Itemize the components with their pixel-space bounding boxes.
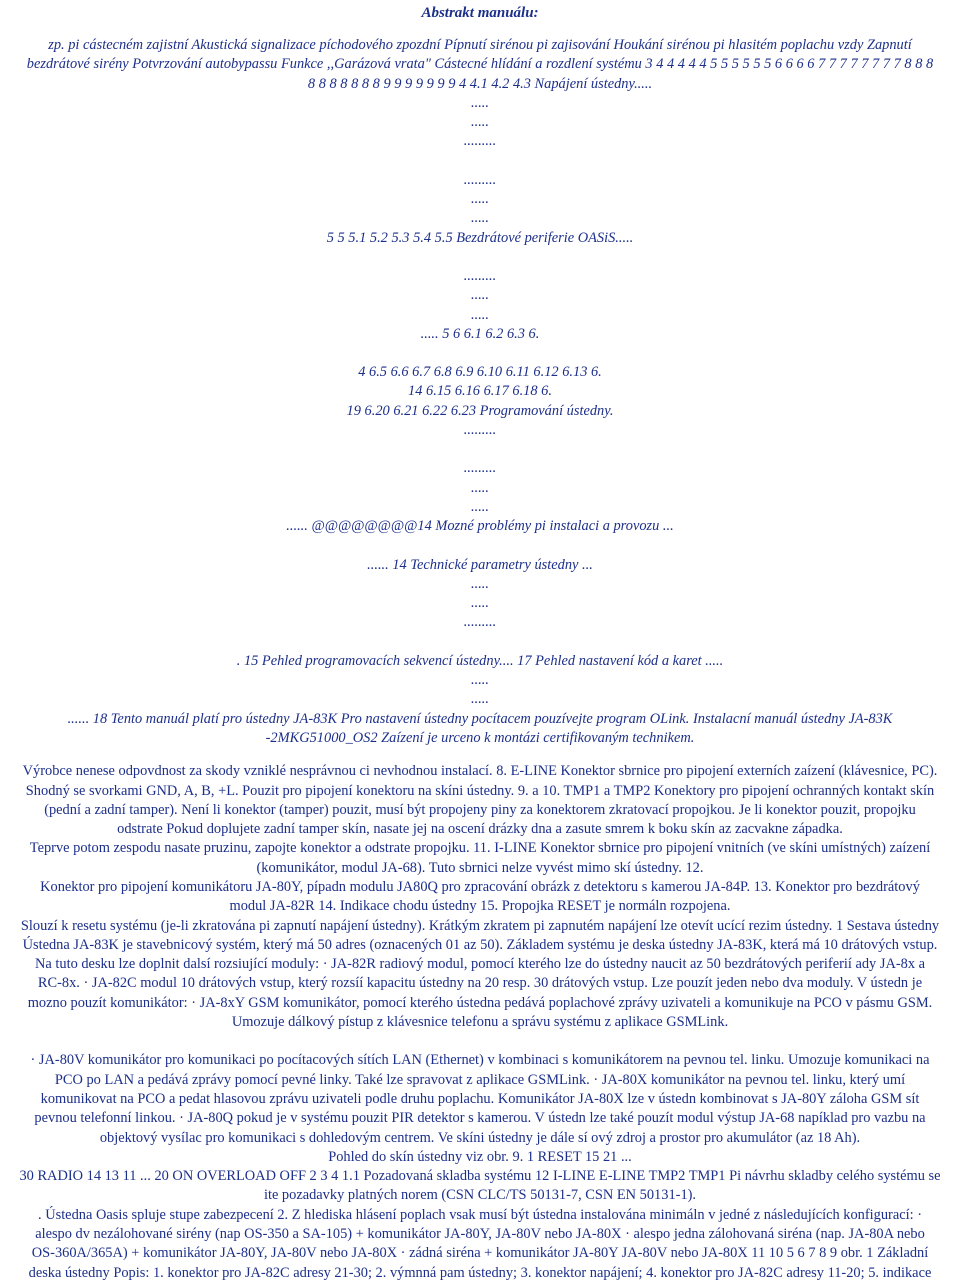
- blank-line: [6, 344, 954, 363]
- toc-line: .....: [471, 210, 489, 227]
- toc-line: 5 5 5.1 5.2 5.3 5.4 5.5 Bezdrátové periferie OASiS.....: [326, 229, 634, 246]
- toc-line: .....: [471, 498, 489, 515]
- toc-line: .........: [463, 133, 497, 150]
- body-line: objektový vysílac pro komunikaci s dohledovým centrem. Ve skíni ústedny je dále sí ový zdroj a prostor pro akumulátor (az 18 Ah).: [99, 1129, 861, 1146]
- body-line: Konektor pro pipojení komunikátoru JA-80Y, pípadn modulu JA80Q pro zpracování obrázk z detektoru s kamerou JA-84P. 13. Konektor pro bezdrátový: [40, 878, 920, 895]
- blank-line: [6, 633, 954, 652]
- body-line: Výrobce nenese odpovdnost za skody vzniklé nesprávnou ci nevhodnou instalací. 8. E-LINE Konektor sbrnice pro pipojení externích zaízení (klávesnice, PC).: [22, 763, 938, 780]
- body-line: . Ústedna Oasis spluje stupe zabezpecení 2. Z hlediska hlásení poplach vsak musí být ústedna instalována minimáln v jedné z následujících konfigurací: ·: [38, 1206, 922, 1223]
- toc-line: bezdrátové sirény Potvrzování autobypassu Funkce ,,Garázová vrata" Cástecné hlídání a rozdlení systému 3 4 4 4 4 4 5 5 5 5 5 5 6 6 6 6 7 7 7 7 7 7 7 7 8 8 8: [26, 56, 934, 73]
- toc-line: .....: [471, 479, 489, 496]
- toc-line: .....: [471, 191, 489, 208]
- body-line: Slouzí k resetu systému (je-li zkratována pi zapnutí napájení ústedny). Krátkým zkratem pi zapnutém napájení lze otevít ucící rezim ústedny. 1 Sestava ústedny: [20, 917, 940, 934]
- body-line: modul JA-82R 14. Indikace chodu ústedny 15. Propojka RESET je normáln rozpojena.: [229, 898, 731, 915]
- toc-line: .........: [463, 267, 497, 284]
- blank-line: [6, 537, 954, 556]
- body-line: komunikovat na PCO a pedat hlasovou zprávu uzivateli podle druhu poplachu. Komunikátor JA-80X lze v ústedn kombinovat s JA-80Y záloha GSM sít: [40, 1090, 920, 1107]
- blank-line: [6, 440, 954, 459]
- body-line: Ústedna JA-83K je stavebnicový systém, který má 50 adres (oznacených 01 az 50). Základem systému je deska ústedny JA-83K, která má 10 drátových vstup.: [22, 936, 938, 953]
- toc-line: .........: [463, 614, 497, 631]
- body-line: deska ústedny Popis: 1. konektor pro JA-82C adresy 21-30; 2. výmnná pam ústedny; 3. konektor napájení; 4. konektor pro JA-82C adresy 11-20; 5. indikace: [28, 1264, 932, 1281]
- table-of-contents: [6, 36, 954, 748]
- blank-line: [6, 152, 954, 171]
- body-line: Teprve potom zespodu nasate pruzinu, zapojte konektor a odstrate propojku. 11. I-LINE Konektor sbrnice pro pipojení vnitních (ve skíni umístných) zaízení: [29, 840, 931, 857]
- toc-line: .....: [471, 691, 489, 708]
- body-line: Pohled do skín ústedny viz obr. 9. 1 RESET 15 21 ...: [328, 1148, 632, 1165]
- toc-line: ..... 5 6 6.1 6.2 6.3 6.: [420, 325, 540, 342]
- document-body: [6, 762, 954, 1283]
- body-line: · JA-80V komunikátor pro komunikaci po pocítacových sítích LAN (Ethernet) v kombinaci s komunikátorem na pevnou tel. linku. Umozuje komunikaci na: [30, 1052, 930, 1069]
- toc-line: zp. pi cástecném zajistní Akustická signalizace píchodového zpozdní Pípnutí sirénou pi zajisování Houkání sirénou pi hlasitém poplachu vzdy Zapnutí: [48, 37, 912, 53]
- toc-line: .....: [471, 114, 489, 131]
- toc-line: .....: [471, 575, 489, 592]
- body-line: mozno pouzít komunikátor: · JA-8xY GSM komunikátor, pomocí kterého ústedna pedává poplachové zprávy uzivateli a komunikuje na PCO v pásmu GSM.: [27, 994, 933, 1011]
- body-line: 30 RADIO 14 13 11 ... 20 ON OVERLOAD OFF 2 3 4 1.1 Pozadovaná skladba systému 12 I-LINE E-LINE TMP2 TMP1 Pi návrhu skladby celého systému se: [19, 1168, 941, 1185]
- body-line: alespo dv nezálohované sirény (nap OS-350 a SA-105) + komunikátor JA-80Y, JA-80V nebo JA-80X · alespo jedna zálohovaná siréna (nap. JA-80A nebo: [35, 1226, 925, 1243]
- toc-line: -2MKG51000_OS2 Zaízení je urceno k montázi certifikovaným technikem.: [265, 729, 695, 746]
- toc-line: .........: [463, 460, 497, 477]
- toc-line: .....: [471, 595, 489, 612]
- body-line: (pední a zadní tamper). Není li konektor (tamper) pouzit, musí být propojeny piny za konektorem zkratovací propojkou. Je li konektor pouzit, propojku: [44, 801, 916, 818]
- body-line: Shodný se svorkami GND, A, B, +L. Pouzit pro pipojení konektoru na skíni ústedny. 9. a 10. TMP1 a TMP2 Konektory pro pipojení ochranných kontakt skín: [25, 782, 935, 799]
- blank-line: [6, 248, 954, 267]
- toc-line: .....: [471, 306, 489, 323]
- body-line: RC-8x. · JA-82C modul 10 drátových vstup, který rozsíí kapacitu ústedny na 20 resp. 30 drátových vstup. Lze pouzít jeden nebo dva moduly. V ústedn je: [37, 975, 923, 992]
- toc-line: .....: [471, 94, 489, 111]
- body-line: odstrate Pokud doplujete zadní tamper skín, nasate jej na oscení drázky dna a zasute smrem k boku skín az zacvakne západka.: [117, 821, 843, 838]
- page-heading: Abstrakt manuálu:: [421, 5, 539, 21]
- body-line: PCO po LAN a pedává zprávy pomocí pevné linky. Také lze spravovat z aplikace GSMLink. · JA-80X komunikátor na pevnou tel. linku, který umí: [54, 1071, 906, 1088]
- toc-line: .....: [471, 672, 489, 689]
- toc-line: . 15 Pehled programovacích sekvencí ústedny.... 17 Pehled nastavení kód a karet .....: [236, 652, 724, 669]
- toc-line: 14 6.15 6.16 6.17 6.18 6.: [408, 383, 552, 400]
- toc-line: ...... @@@@@@@@14 Mozné problémy pi instalaci a provozu ...: [286, 518, 674, 535]
- toc-line: 19 6.20 6.21 6.22 6.23 Programování ústedny.: [346, 402, 614, 419]
- body-line: Na tuto desku lze doplnit dalsí rozsiující moduly: · JA-82R radiový modul, pomocí kterého lze do ústedny naucit az 50 bezdrátových periferií ady JA-8x a: [35, 956, 925, 973]
- toc-line: 4 6.5 6.6 6.7 6.8 6.9 6.10 6.11 6.12 6.13 6.: [358, 364, 602, 381]
- toc-line: 8 8 8 8 8 8 8 9 9 9 9 9 9 9 4 4.1 4.2 4.3 Napájení ústedny.....: [307, 75, 653, 92]
- body-line: OS-360A/365A) + komunikátor JA-80Y, JA-80V nebo JA-80X · zádná siréna + komunikátor JA-80Y JA-80V nebo JA-80X 11 10 5 6 7 8 9 obr. 1 Základní: [31, 1245, 929, 1262]
- blank-line: [6, 1032, 954, 1051]
- toc-line: .........: [463, 422, 497, 439]
- toc-line: ...... 14 Technické parametry ústedny ...: [367, 556, 593, 573]
- body-line: Umozuje dálkový pístup z klávesnice telefonu a správu systému z aplikace GSMLink.: [231, 1014, 729, 1031]
- toc-line: .....: [471, 287, 489, 304]
- body-line: ite pozadavky platných norem (CSN CLC/TS 50131-7, CSN EN 50131-1).: [263, 1187, 697, 1204]
- toc-line: ...... 18 Tento manuál platí pro ústedny JA-83K Pro nastavení ústedny pocítacem pouzívejte program OLink. Instalacní manuál ústedny JA-83K: [67, 710, 893, 727]
- toc-line: .........: [463, 171, 497, 188]
- body-line: (komunikátor, modul JA-68). Tuto sbrnici nelze vyvést mimo skí ústedny. 12.: [256, 859, 704, 876]
- body-line: pevnou telefonní linkou. · JA-80Q pokud je v systému pouzit PIR detektor s kamerou. V ústedn lze také pouzít modul výstup JA-68 napíklad pro vazbu na: [34, 1110, 926, 1127]
